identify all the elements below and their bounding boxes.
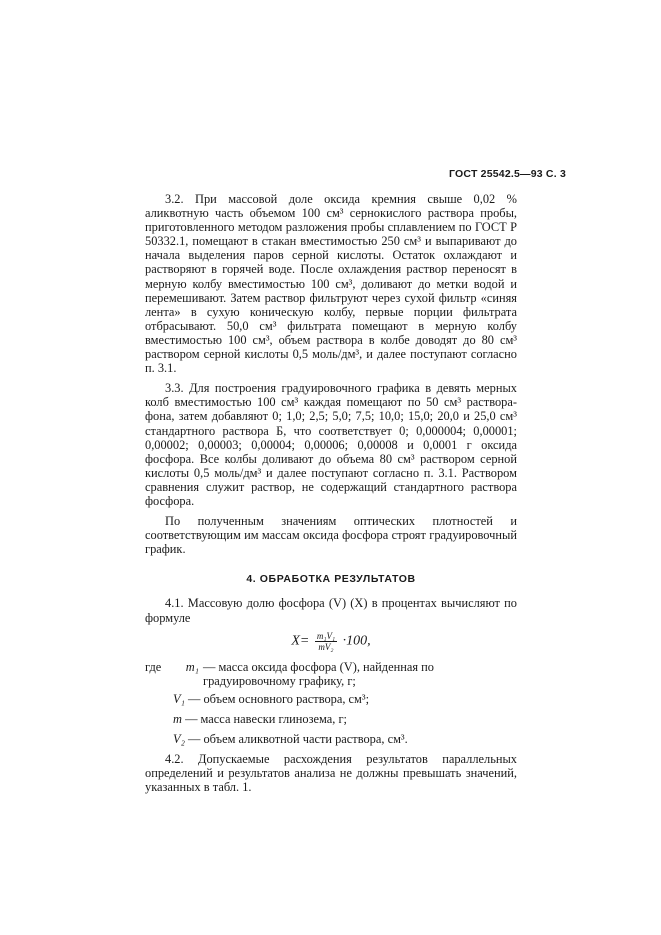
- where-V1-text: — объем основного раствора, см³;: [188, 691, 370, 706]
- where-m-symbol: m: [173, 711, 182, 726]
- where-V1-symbol: V₁: [173, 691, 185, 706]
- running-head: ГОСТ 25542.5—93 С. 3: [449, 168, 566, 180]
- where-V2: [145, 732, 517, 746]
- where-V2-symbol: V₂: [173, 732, 185, 746]
- formula-rhs: ·100,: [342, 633, 371, 649]
- formula-lhs: X=: [291, 633, 310, 649]
- where-m-text: — масса навески глинозема, г;: [185, 711, 347, 726]
- where-m1-text: — масса оксида фосфора (V), найденная по градуировочному графику, г;: [203, 659, 434, 688]
- paragraph-4-2: 4.2. Допускаемые расхождения результатов параллельных определений и результатов анализа не должны превышать значений, указанных в табл. 1.: [145, 752, 517, 795]
- where-m1-symbol: m₁: [185, 659, 199, 674]
- where-V1: [145, 692, 517, 706]
- formula-fraction: [315, 631, 337, 652]
- paragraph-3-3-graph: По полученным значениям оптических плотностей и соответствующим им массам оксида фосфора строят градуировочный график.: [145, 514, 517, 557]
- where-m1: [145, 660, 517, 688]
- section-4-title: 4. ОБРАБОТКА РЕЗУЛЬТАТОВ: [246, 573, 416, 586]
- paragraph-3-3: 3.3. Для построения градуировочного графика в девять мерных колб вместимостью 100 см³ каждая помещают по 50 см³ раствора-фона, затем добавляют 0; 1,0; 2,5; 5,0; 7,5; 10,0; 15,0; 20,0 и 25,0 см³ стандартного раствора Б, что соответствует 0; 0,000004; 0,00001; 0,00002; 0,00003; 0,00004; 0,00006; 0,00008 и 0,0001 г оксида фосфора. Все колбы доливают до объема 80 см³ раствором серной кислоты 0,5 моль/дм³ и далее поступают согласно п. 3.1. Раствором сравнения служит раствор, не содержащий стандартного раствора фосфора.: [145, 381, 517, 508]
- where-lead: где: [145, 659, 162, 674]
- document-body: [145, 192, 517, 800]
- where-V2-text: — объем аликвотной части раствора, см³.: [188, 732, 408, 746]
- where-m: [145, 712, 517, 726]
- formula-denominator: mV₂: [318, 641, 334, 652]
- paragraph-3-2: 3.2. При массовой доле оксида кремния свыше 0,02 % аликвотную часть объемом 100 см³ сернокислого раствора пробы, приготовленного методом разложения пробы сплавлением по ГОСТ Р 50332.1, помещают в стакан вместимостью 250 см³ и выпаривают до начала выделения паров серной кислоты. Остаток охлаждают и растворяют в горячей воде. После охлаждения раствор переносят в мерную колбу вместимостью 100 см³, доливают до метки водой и перемешивают. Затем раствор фильтруют через сухой фильтр «синяя лента» в сухую коническую колбу, первые порции фильтрата отбрасывают. 50,0 см³ фильтрата помещают в мерную колбу вместимостью 100 см³, объем раствора в колбе доводят до 80 см³ раствором серной кислоты 0,5 моль/дм³, и далее поступают согласно п. 3.1.: [145, 192, 517, 376]
- paragraph-4-1: 4.1. Массовую долю фосфора (V) (X) в процентах вычисляют по формуле: [145, 596, 517, 625]
- formula-numerator: m₁V₁: [316, 630, 336, 641]
- formula: [145, 631, 517, 652]
